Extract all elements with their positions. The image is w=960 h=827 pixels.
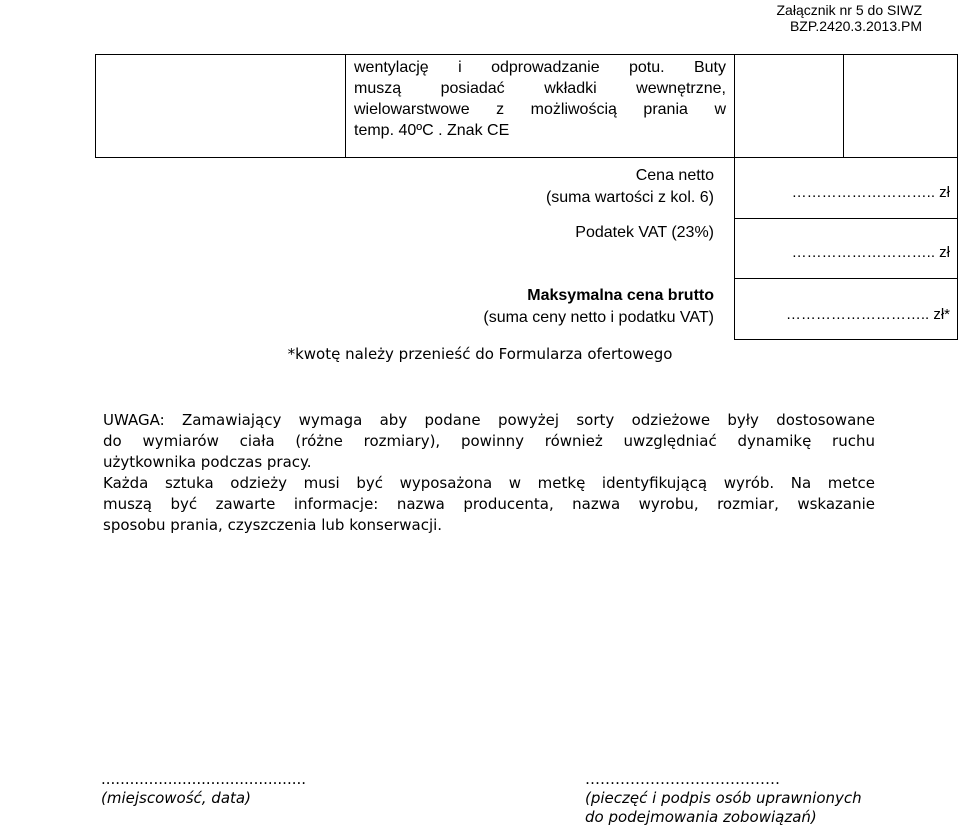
notice-paragraph-2 — [103, 473, 875, 536]
net-price-subtitle: (suma wartości z kol. 6) — [545, 189, 714, 206]
table-border-v2 — [345, 54, 346, 157]
notice-line: UWAGA: Zamawiający wymaga aby podane powyżej sorty odzieżowe były dostosowane — [103, 411, 875, 429]
description-line: wielowarstwowe z możliwością prania w — [354, 101, 726, 118]
vat-value: ……………………….. zł — [791, 244, 950, 261]
signature-dots: ………………………………… — [585, 770, 780, 788]
gross-price-subtitle: (suma ceny netto i podatku VAT) — [483, 309, 714, 326]
notice-paragraph-1 — [103, 410, 875, 473]
place-date-caption: (miejscowość, data) — [101, 789, 251, 807]
notice-line: sposobu prania, czyszczenia lub konserwacji. — [103, 516, 443, 534]
footnote: *kwotę należy przenieść do Formularza ofertowego — [287, 345, 673, 363]
net-price-label — [546, 165, 714, 209]
notice-line: Każda sztuka odzieży musi być wyposażona w metkę identyfikującą wyrób. Na metce — [103, 474, 875, 492]
table-border-right — [957, 54, 958, 340]
table-border-v4 — [843, 54, 844, 157]
table-border-h2 — [734, 218, 958, 219]
table-border-v1 — [95, 54, 96, 157]
notice-line: użytkownika podczas pracy. — [103, 453, 312, 471]
table-border-v5 — [734, 157, 735, 340]
price-table — [0, 0, 960, 340]
vat-label: Podatek VAT (23%) — [575, 224, 714, 241]
attachment-label: Załącznik nr 5 do SIWZ — [776, 2, 922, 18]
gross-price-label — [483, 285, 714, 329]
notice-section — [103, 410, 875, 536]
gross-price-value: ……………………….. zł* — [785, 306, 950, 323]
reference-number: BZP.2420.3.2013.PM — [789, 18, 922, 34]
gross-price-title: Maksymalna cena brutto — [527, 287, 714, 304]
place-date-signature — [101, 770, 306, 808]
signature-dots: ........................................... — [101, 770, 307, 788]
product-description — [354, 57, 726, 141]
notice-line: do wymiarów ciała (różne rozmiary), powinny również uwzględniać dynamikę ruchu — [103, 432, 875, 450]
description-line: temp. 40ºC . Znak CE — [354, 122, 510, 139]
table-border-top — [95, 54, 958, 55]
description-line: muszą posiadać wkładki wewnętrzne, — [354, 80, 726, 97]
notice-line: muszą być zawarte informacje: nazwa producenta, nazwa wyrobu, rozmiar, wskazanie — [103, 495, 875, 513]
net-price-value: ……………………….. zł — [791, 184, 950, 201]
authorized-signature — [585, 770, 862, 827]
description-line: wentylację i odprowadzanie potu. Buty — [354, 59, 726, 76]
authorized-caption-line1: (pieczęć i podpis osób uprawnionych — [585, 789, 862, 807]
table-border-h3 — [734, 278, 958, 279]
table-border-v3 — [734, 54, 735, 157]
authorized-caption-line2: do podejmowania zobowiązań) — [585, 808, 817, 826]
net-price-title: Cena netto — [635, 167, 714, 184]
table-border-bottom — [734, 339, 958, 340]
table-border-h1 — [95, 157, 958, 158]
